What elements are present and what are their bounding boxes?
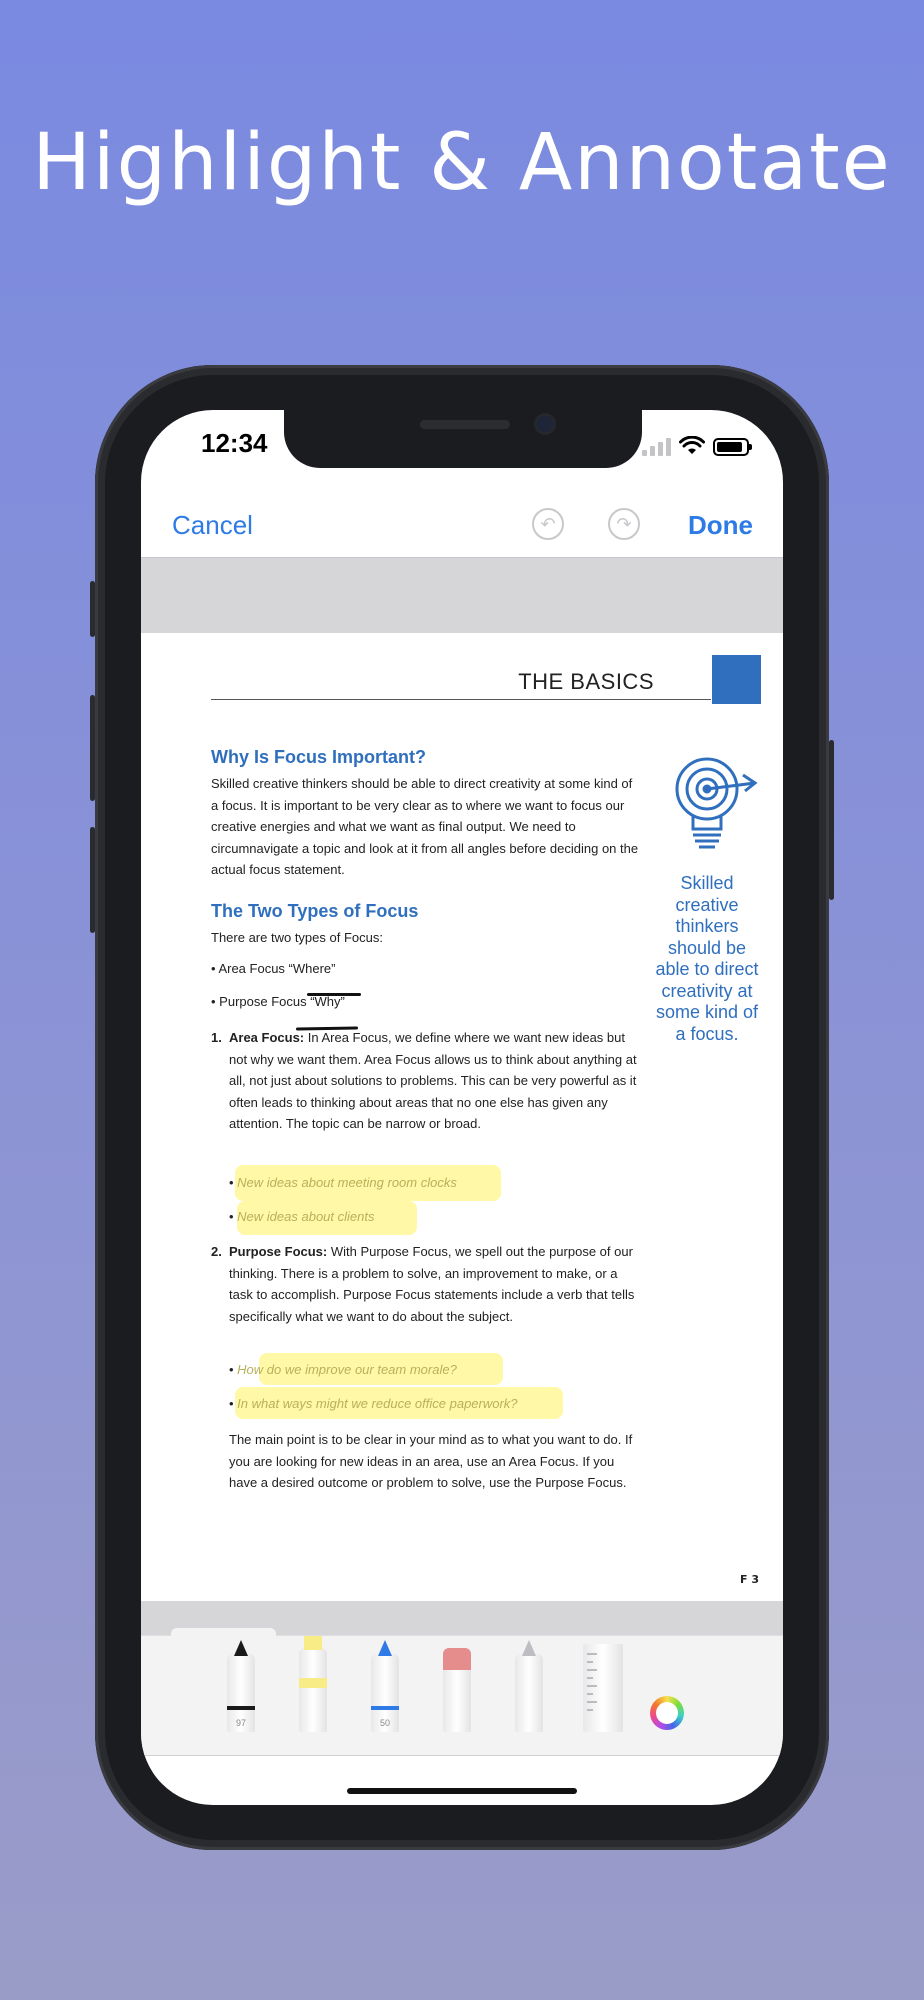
item-number: 2. <box>211 1244 222 1259</box>
item-title: Area Focus: <box>229 1030 305 1045</box>
closing-paragraph: The main point is to be clear in your mind as to what you want to do. If you are looking for new ideas in an area, use an Area Focus. If you have a desired outcome or problem to solve, use the Purpose Focus. <box>229 1432 633 1490</box>
marketing-headline: Highlight & Annotate <box>32 118 892 208</box>
markup-tool-palette <box>141 1635 783 1756</box>
document-gutter-top <box>141 558 783 633</box>
item-body: In Area Focus, we define where we want new ideas but not why we want them. Area Focus allows us to think about anything at all, not just about solutions to problems. This can be very powerful as it often leads to thinking about areas that no one else has given any attention. The topic can be narrow or broad. <box>229 1030 637 1131</box>
redo-icon[interactable]: ↷ <box>608 508 640 540</box>
speaker <box>420 420 510 429</box>
marker-width-label: 50 <box>379 1718 390 1728</box>
header-rule <box>211 699 711 700</box>
header-accent-square <box>712 655 761 704</box>
notch <box>284 410 642 468</box>
bullet-area-focus: • Area Focus “Where” <box>211 961 336 976</box>
home-indicator[interactable] <box>347 1788 577 1794</box>
highlighted-example: New ideas about meeting room clocks <box>237 1175 457 1190</box>
section-heading-two-types: The Two Types of Focus <box>211 901 419 921</box>
page-number: F 3 <box>740 1573 759 1586</box>
sidebar-pull-quote: Skilled creative thinkers should be able to direct creativity at some kind of a focus. <box>655 873 759 1044</box>
section-body-why-focus: Skilled creative thinkers should be able to direct creativity at some kind of a focus. It is important to be very clear as to where we want to focus our creative energies and what we want as final output. We need to circumnavigate a topic and look at it from all angles before deciding on the actual focus statement. <box>211 776 639 877</box>
item-number: 1. <box>211 1030 222 1045</box>
marker-tool[interactable] <box>371 1654 399 1732</box>
marker-tip-icon <box>378 1640 392 1656</box>
item-area-focus <box>211 1027 641 1135</box>
palette-tab <box>171 1628 276 1638</box>
lasso-tip-icon <box>522 1640 536 1656</box>
highlighter-tool[interactable] <box>299 1648 327 1732</box>
front-camera <box>537 416 553 432</box>
undo-icon[interactable]: ↶ <box>532 508 564 540</box>
highlighted-example: New ideas about clients <box>237 1209 375 1224</box>
ruler-tool[interactable] <box>583 1644 623 1732</box>
battery-icon <box>713 438 749 456</box>
lasso-tool[interactable] <box>515 1654 543 1732</box>
navigation-bar <box>141 490 783 560</box>
document-page[interactable] <box>141 633 783 1601</box>
power-button <box>829 740 834 900</box>
item-purpose-focus <box>211 1241 641 1327</box>
toolbar-divider <box>141 1755 783 1756</box>
done-button[interactable]: Done <box>688 510 753 540</box>
item-title: Purpose Focus: <box>229 1244 328 1259</box>
cancel-button[interactable]: Cancel <box>172 510 253 540</box>
pen-width-label: 97 <box>235 1718 246 1728</box>
volume-down-button <box>90 827 95 933</box>
lightbulb-target-icon <box>669 753 761 853</box>
volume-up-button <box>90 695 95 801</box>
highlighted-example: How do we improve our team morale? <box>237 1362 457 1377</box>
pen-color-band <box>227 1706 255 1710</box>
item-body: With Purpose Focus, we spell out the purpose of our thinking. There is a problem to solve, an improvement to make, or a task to accomplish. Purpose Focus statements include a verb that tells specifically what we want to do about the subject. <box>229 1244 635 1324</box>
wifi-icon <box>679 436 705 456</box>
pen-tip-icon <box>234 1640 248 1656</box>
example-bullet: • In what ways might we reduce office paperwork? <box>229 1396 518 1411</box>
page-header-title: THE BASICS <box>518 669 654 694</box>
eraser-tool[interactable] <box>443 1648 471 1732</box>
device-screen <box>141 410 783 1805</box>
status-time: 12:34 <box>201 428 268 458</box>
marker-color-band <box>371 1706 399 1710</box>
section-intro: There are two types of Focus: <box>211 930 383 945</box>
highlighted-example: In what ways might we reduce office paperwork? <box>237 1396 518 1411</box>
bullet-purpose-focus: • Purpose Focus “Why” <box>211 994 345 1009</box>
example-bullet: • How do we improve our team morale? <box>229 1362 457 1377</box>
ruler-icon <box>583 1644 623 1732</box>
page-header <box>211 659 706 707</box>
highlighter-tip-icon <box>304 1636 322 1650</box>
mute-switch <box>90 581 95 637</box>
example-bullet: • New ideas about clients <box>229 1209 375 1224</box>
cellular-signal-icon <box>642 436 671 456</box>
eraser-head-icon <box>443 1648 471 1670</box>
highlighter-color-band <box>299 1678 327 1688</box>
pen-tool[interactable] <box>227 1654 255 1732</box>
section-heading-why-focus: Why Is Focus Important? <box>211 747 427 767</box>
color-picker-icon[interactable] <box>650 1696 684 1730</box>
status-icons <box>642 432 749 456</box>
example-bullet: • New ideas about meeting room clocks <box>229 1175 457 1190</box>
